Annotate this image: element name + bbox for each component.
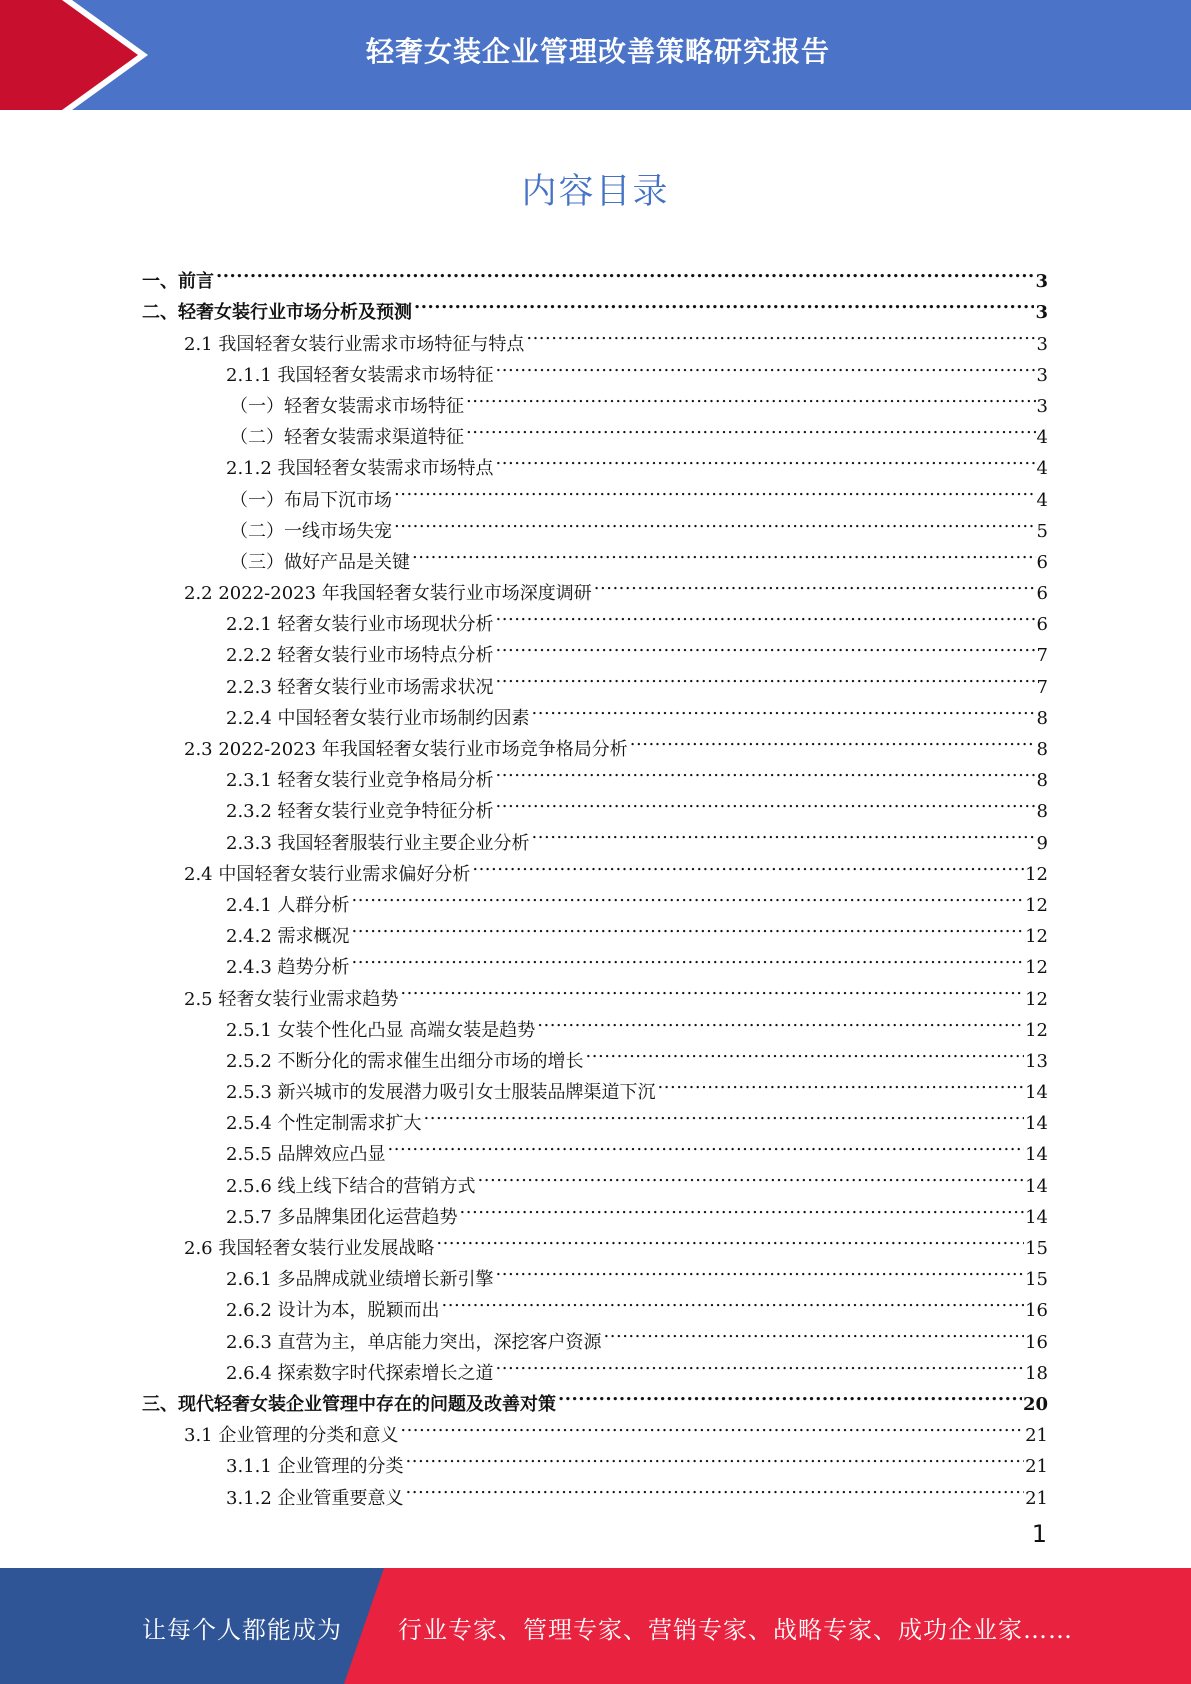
toc-title: 内容目录	[521, 172, 670, 212]
toc-entry-page: 21	[1025, 1487, 1048, 1509]
toc-entry-page: 12	[1025, 863, 1048, 885]
toc-dot-leader	[496, 1348, 1025, 1379]
toc-entry-title: （二）一线市场失宠	[230, 520, 392, 542]
toc-entry-title: 三、现代轻奢女装企业管理中存在的问题及改善对策	[142, 1393, 556, 1415]
toc-dot-leader	[496, 661, 1036, 692]
toc-entry-title: （二）轻奢女装需求渠道特征	[230, 427, 464, 449]
toc-entry-page: 15	[1025, 1269, 1048, 1291]
toc-entry-title: 2.5.7 多品牌集团化运营趋势	[226, 1206, 458, 1228]
toc-entry[interactable]	[142, 256, 1048, 293]
toc-dot-leader	[472, 849, 1024, 880]
toc-entry-page: 12	[1025, 894, 1048, 916]
toc-dot-leader	[352, 942, 1025, 973]
toc-entry-page: 3	[1036, 364, 1048, 386]
toc-dot-leader	[216, 256, 1034, 287]
toc-entry-title: 2.1.2 我国轻奢女装需求市场特点	[226, 458, 494, 480]
toc-entry-page: 21	[1025, 1456, 1048, 1478]
toc-entry-title: 2.4 中国轻奢女装行业需求偏好分析	[184, 863, 471, 885]
toc-entry-title: 2.3.1 轻奢女装行业竞争格局分析	[226, 770, 494, 792]
toc-entry-title: 2.4.1 人群分析	[226, 894, 350, 916]
toc-dot-leader	[496, 755, 1036, 786]
toc-entry-page: 12	[1025, 926, 1048, 948]
toc-entry-title: 2.4.3 趋势分析	[226, 957, 350, 979]
toc-dot-leader	[630, 724, 1036, 755]
toc-entry-page: 5	[1036, 520, 1048, 542]
toc-dot-leader	[496, 630, 1036, 661]
toc-entry-title: 2.4.2 需求概况	[226, 926, 350, 948]
toc-entry-page: 18	[1025, 1362, 1048, 1384]
toc-dot-leader	[436, 1223, 1024, 1254]
toc-entry-page: 8	[1036, 707, 1048, 729]
toc-entry-page: 3	[1036, 333, 1048, 355]
toc-dot-leader	[496, 350, 1036, 381]
toc-dot-leader	[496, 599, 1036, 630]
toc-entry-page: 8	[1036, 801, 1048, 823]
toc-dot-leader	[466, 381, 1036, 412]
toc-dot-leader	[532, 817, 1036, 848]
toc-dot-leader	[400, 973, 1024, 1004]
toc-entry-page: 12	[1025, 988, 1048, 1010]
toc-entry-title: 2.2 2022-2023 年我国轻奢女装行业市场深度调研	[184, 583, 592, 605]
toc-entry-page: 13	[1025, 1050, 1048, 1072]
toc-entry-title: 二、轻奢女装行业市场分析及预测	[142, 302, 412, 324]
toc-entry-page: 12	[1025, 957, 1048, 979]
toc-dot-leader	[394, 474, 1036, 505]
toc-dot-leader	[478, 1160, 1025, 1191]
toc-entry-title: 3.1.2 企业管重要意义	[226, 1487, 404, 1509]
toc-dot-leader	[424, 1098, 1025, 1129]
toc-entry-page: 8	[1036, 739, 1048, 760]
toc-entry[interactable]	[142, 287, 1048, 324]
toc-dot-leader	[442, 1285, 1025, 1316]
toc-entry-title: 2.2.1 轻奢女装行业市场现状分析	[226, 614, 494, 636]
footer-slogan-right: 行业专家、管理专家、营销专家、战略专家、成功企业家……	[398, 1616, 1073, 1644]
toc-entry-title: 2.3 2022-2023 年我国轻奢女装行业市场竞争格局分析	[184, 739, 628, 760]
toc-dot-leader	[586, 1036, 1025, 1067]
toc-entry-page: 4	[1036, 427, 1048, 449]
toc-entry-title: 一、前言	[142, 271, 214, 293]
toc-dot-leader	[496, 786, 1036, 817]
toc-entry-title: 2.6.2 设计为本，脱颖而出	[226, 1300, 440, 1322]
toc-dot-leader	[406, 1472, 1025, 1503]
toc-entry-title: （一）布局下沉市场	[230, 489, 392, 511]
toc-entry-title: 2.5.5 品牌效应凸显	[226, 1144, 386, 1166]
toc-entry-title: 2.6.1 多品牌成就业绩增长新引擎	[226, 1269, 494, 1291]
toc-dot-leader	[658, 1067, 1025, 1098]
toc-dot-leader	[388, 1129, 1025, 1160]
toc-entry-page: 3	[1035, 271, 1048, 293]
toc-entry-title: 2.2.3 轻奢女装行业市场需求状况	[226, 676, 494, 698]
toc-entry-title: 2.5.6 线上线下结合的营销方式	[226, 1175, 476, 1197]
toc-entry-title: 2.5 轻奢女装行业需求趋势	[184, 988, 399, 1010]
footer-slogan-left: 让每个人都能成为	[142, 1616, 342, 1644]
toc-entry-title: 2.2.2 轻奢女装行业市场特点分析	[226, 645, 494, 667]
toc-dot-leader	[394, 506, 1036, 537]
toc-entry-page: 3	[1035, 302, 1048, 324]
toc-dot-leader	[400, 1410, 1024, 1441]
toc-dot-leader	[406, 1441, 1025, 1472]
toc-entry-page: 4	[1036, 458, 1048, 480]
toc-entry-title: 2.3.3 我国轻奢服装行业主要企业分析	[226, 832, 530, 854]
toc-dot-leader	[414, 287, 1034, 318]
toc-dot-leader	[460, 1192, 1025, 1223]
toc-entry-title: （一）轻奢女装需求市场特征	[230, 395, 464, 417]
toc-dot-leader	[496, 1254, 1025, 1285]
toc-dot-leader	[352, 911, 1025, 942]
toc-entry-page: 14	[1025, 1206, 1048, 1228]
toc-dot-leader	[352, 880, 1025, 911]
toc-dot-leader	[496, 443, 1036, 474]
toc-dot-leader	[532, 693, 1036, 724]
toc-entry-page: 16	[1025, 1300, 1048, 1322]
toc-entry-page: 14	[1025, 1175, 1048, 1197]
report-title: 轻奢女装企业管理改善策略研究报告	[365, 35, 830, 68]
toc-entry-page: 16	[1025, 1331, 1048, 1353]
toc-entry-page: 7	[1036, 645, 1048, 667]
toc-entry-title: （三）做好产品是关键	[230, 551, 410, 573]
toc-entry-title: 2.5.1 女装个性化凸显 高端女装是趋势	[226, 1019, 536, 1041]
toc-entry-title: 2.6 我国轻奢女装行业发展战略	[184, 1238, 435, 1259]
toc-dot-leader	[466, 412, 1036, 443]
toc-dot-leader	[412, 537, 1036, 568]
toc-dot-leader	[594, 568, 1036, 599]
toc-entry-page: 6	[1036, 583, 1048, 605]
toc-dot-leader	[604, 1316, 1025, 1347]
toc-entry-title: 2.5.3 新兴城市的发展潜力吸引女士服装品牌渠道下沉	[226, 1082, 656, 1104]
toc-entry-title: 2.3.2 轻奢女装行业竞争特征分析	[226, 801, 494, 823]
toc-dot-leader	[558, 1379, 1022, 1410]
toc-entry-page: 4	[1036, 489, 1048, 511]
toc-entry-page: 20	[1022, 1393, 1048, 1415]
toc-dot-leader	[537, 1005, 1024, 1036]
page-number: 1	[1031, 1520, 1047, 1548]
toc-entry-page: 6	[1036, 551, 1048, 573]
toc-entry-title: 2.1 我国轻奢女装行业需求市场特征与特点	[184, 333, 525, 355]
toc-entry-title: 2.1.1 我国轻奢女装需求市场特征	[226, 364, 494, 386]
toc-entry-page: 6	[1036, 614, 1048, 636]
toc-entry-page: 14	[1025, 1113, 1048, 1135]
toc-entry-title: 2.5.2 不断分化的需求催生出细分市场的增长	[226, 1050, 584, 1072]
toc-entry-page: 12	[1025, 1019, 1048, 1041]
toc-entry-page: 14	[1025, 1144, 1048, 1166]
toc-entry-title: 2.2.4 中国轻奢女装行业市场制约因素	[226, 707, 530, 729]
toc-entry-page: 7	[1036, 676, 1048, 698]
toc-entry-title: 2.6.4 探索数字时代探索增长之道	[226, 1362, 494, 1384]
toc-entry-page: 15	[1025, 1238, 1048, 1259]
page-header	[0, 0, 1191, 110]
toc-dot-leader	[526, 318, 1035, 349]
toc-entry-page: 21	[1025, 1425, 1048, 1447]
toc-entry-title: 2.5.4 个性定制需求扩大	[226, 1113, 422, 1135]
toc-entry-page: 8	[1036, 770, 1048, 792]
toc-entry-page: 14	[1025, 1082, 1048, 1104]
toc-entry-title: 3.1 企业管理的分类和意义	[184, 1425, 399, 1447]
toc-entry-page: 3	[1036, 395, 1048, 417]
table-of-contents	[142, 256, 1048, 1509]
page-footer	[0, 1568, 1191, 1684]
toc-entry-page: 9	[1036, 832, 1048, 854]
toc-entry-title: 3.1.1 企业管理的分类	[226, 1456, 404, 1478]
toc-entry-title: 2.6.3 直营为主，单店能力突出，深挖客户资源	[226, 1331, 602, 1353]
